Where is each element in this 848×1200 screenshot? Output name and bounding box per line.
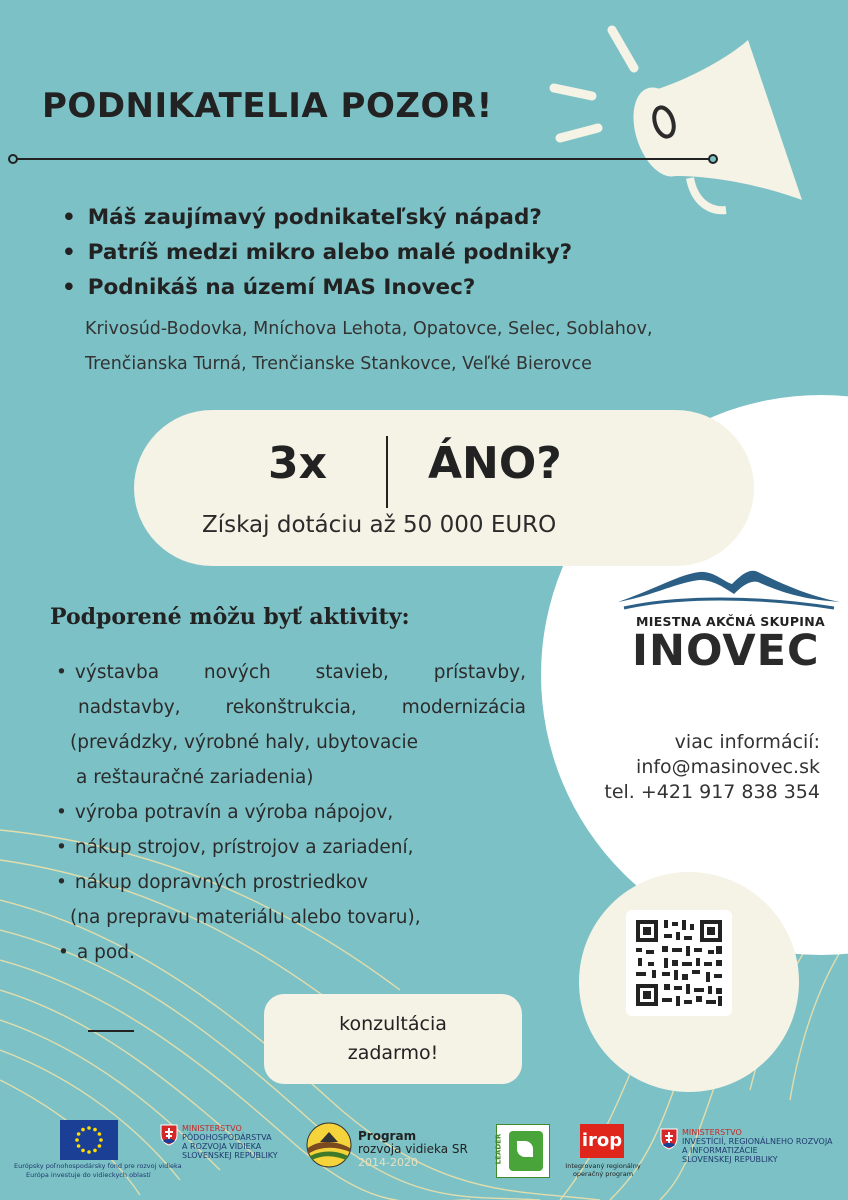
ministry-agriculture-logo [182, 1124, 278, 1160]
leader-label: LEADER [494, 1133, 503, 1165]
slovak-coat-of-arms-icon [660, 1128, 678, 1150]
irop-caption-line: operačný program [572, 1170, 634, 1178]
logo-name: INOVEC [632, 626, 820, 676]
logo-caption: MIESTNA AKČNÁ SKUPINA [636, 614, 825, 629]
question-item: • Máš zaujímavý podnikateľský nápad? [62, 200, 572, 235]
activity-item: • výroba potravín a výroba nápojov, [56, 795, 526, 830]
ministry-line: SLOVENSKEJ REPUBLIKY [682, 1155, 778, 1164]
activity-item: nadstavby, rekonštrukcia, modernizácia [78, 697, 526, 718]
contact-email[interactable]: info@masinovec.sk [636, 756, 820, 778]
pill-divider [386, 436, 388, 508]
page-title: PODNIKATELIA POZOR! [42, 86, 493, 126]
activities-heading: Podporené môžu byť aktivity: [50, 604, 410, 630]
ministry-line: MINISTERSTVO [182, 1124, 242, 1133]
contact-block [604, 730, 820, 805]
consultation-line: zadarmo! [347, 1042, 439, 1064]
irop-label: irop [581, 1130, 623, 1151]
title-divider-end-dot [708, 154, 718, 164]
activity-item: • nákup dopravných prostriedkov [56, 865, 526, 900]
contact-label: viac informácií: [674, 731, 820, 753]
program-years: 2014-2020 [358, 1156, 418, 1169]
ministry-line: MINISTERSTVO [682, 1128, 742, 1137]
qr-code[interactable] [626, 910, 732, 1016]
consultation-line: konzultácia [339, 1013, 447, 1035]
ministry-line: A INFORMATIZÁCIE [682, 1146, 758, 1155]
rural-program-logo-icon [306, 1122, 352, 1168]
activities-list [56, 655, 526, 970]
mountains-logo-icon [618, 566, 840, 612]
count-label: 3x [268, 438, 327, 489]
title-divider [12, 158, 714, 160]
ministry-investment-logo [682, 1128, 833, 1164]
eu-stars-icon [60, 1120, 118, 1160]
qr-code-icon [626, 910, 732, 1016]
leader-logo [496, 1124, 550, 1178]
activity-item: (prevádzky, výrobné haly, ubytovacie [70, 732, 419, 753]
rural-program-caption [358, 1130, 468, 1169]
ministry-line: SLOVENSKEJ REPUBLIKY [182, 1151, 278, 1160]
consultation-badge [264, 994, 522, 1084]
ministry-line: PÔDOHOSPODÁRSTVA [182, 1133, 272, 1142]
eu-fund-caption: Európsky poľnohospodársky fond pre rozvoj vidieka [14, 1162, 182, 1170]
program-subtitle: rozvoja vidieka SR [358, 1142, 468, 1156]
program-title: Program [358, 1129, 417, 1143]
grant-text: Získaj dotáciu až 50 000 EURO [202, 512, 557, 538]
eu-invest-caption: Európa investuje do vidieckych oblastí [26, 1171, 151, 1179]
activity-item: a reštauračné zariadenia) [76, 767, 314, 788]
irop-logo [580, 1124, 624, 1158]
contact-phone[interactable]: tel. +421 917 838 354 [604, 781, 820, 803]
answer-label: ÁNO? [428, 438, 562, 489]
ministry-line: INVESTÍCIÍ, REGIONÁLNEHO ROZVOJA [682, 1137, 833, 1146]
activity-item: (na prepravu materiálu alebo tovaru), [70, 907, 421, 928]
eu-flag-logo [60, 1120, 118, 1160]
decorative-dash [88, 1030, 134, 1032]
irop-caption [564, 1162, 642, 1178]
municipalities-text: Krivosúd-Bodovka, Mníchova Lehota, Opatovce, Selec, Soblahov, Trenčianska Turná, Trenčianske Stankovce, Veľké Bierovce [85, 319, 653, 374]
activity-item: • a pod. [56, 935, 526, 970]
irop-caption-line: Integrovaný regionálny [565, 1162, 641, 1170]
megaphone-icon [540, 10, 810, 230]
ministry-line: A ROZVOJA VIDIEKA [182, 1142, 262, 1151]
activity-item: • výstavba nových stavieb, prístavby, [56, 655, 526, 690]
question-item: • Patríš medzi mikro alebo malé podniky? [62, 235, 572, 270]
title-divider-start-dot [8, 154, 18, 164]
question-list [62, 200, 572, 305]
question-item: • Podnikáš na území MAS Inovec? [62, 270, 572, 305]
slovak-coat-of-arms-icon [160, 1124, 178, 1146]
activity-item: • nákup strojov, prístrojov a zariadení, [56, 830, 526, 865]
leader-leaf-mark-icon [517, 1141, 533, 1157]
